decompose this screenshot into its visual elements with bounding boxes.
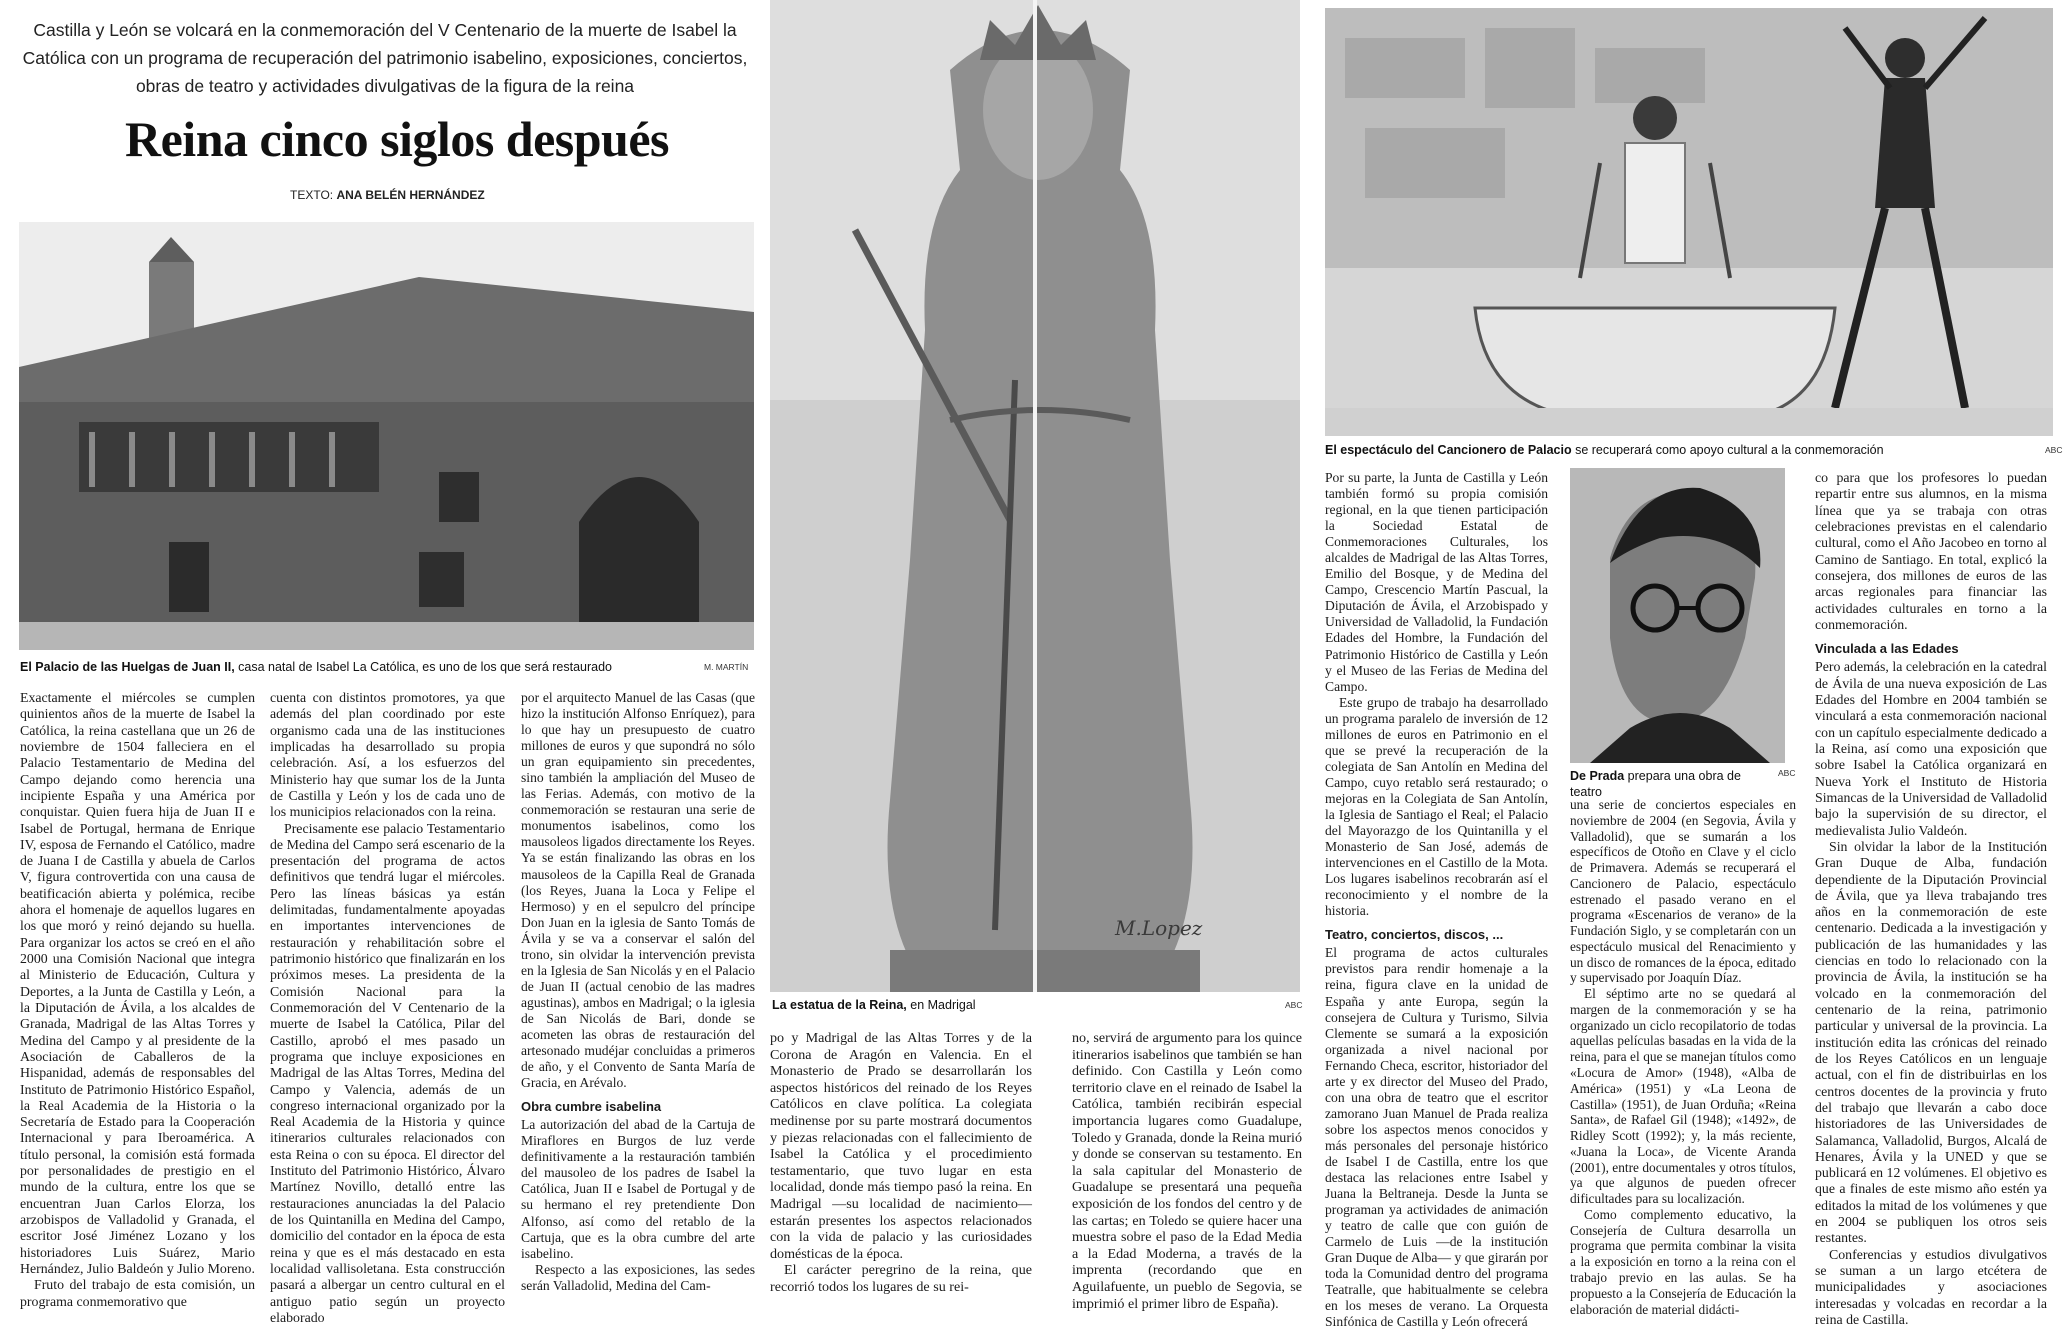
column-1-p2: Fruto del trabajo de esta comisión, un programa conmemorativo que <box>20 1277 255 1309</box>
column-7 <box>1570 797 1796 1317</box>
prada-photo <box>1570 468 1785 763</box>
column-6-p1: Por su parte, la Junta de Castilla y León también formó su propia comisión regional, en la que tienen participación la Sociedad Estatal de Conmemoraciones Culturales, los alcaldes de Madrigal de las Altas Torres, Emilio del Bosque, y de Medina del Campo, Crescencio Martín Pascual, la Diputación de Ávila, el Arzobispado y Universidad de Valladolid, la Fundación Edades del Hombre, la Fundación del Patrimonio Histórico de Castilla y León y el Museo de las Ferias de Medina del Campo. <box>1325 470 1548 694</box>
cancionero-credit: ABC <box>2045 445 2063 455</box>
column-4-p2: El carácter peregrino de la reina, que recorrió todos los lugares de su rei- <box>770 1262 1032 1295</box>
palace-caption-text: casa natal de Isabel La Católica, es uno de los que será restaurado <box>234 660 612 674</box>
column-8-subhead: Vinculada a las Edades <box>1815 641 1959 657</box>
column-6-subhead: Teatro, conciertos, discos, ... <box>1325 927 1504 943</box>
cancionero-photo <box>1325 8 2053 436</box>
lead-rule <box>18 26 20 86</box>
byline-label: TEXTO: <box>290 188 334 202</box>
column-3-subhead: Obra cumbre isabelina <box>521 1099 662 1115</box>
column-8-p1: co para que los profesores lo puedan repartir entre sus alumnos, en la misma línea que ya se trabaja con otras celebraciones previstas en el calendario cultural, como el Año Jacobeo en torno al Camino de Santiago. En total, explicó la consejera, dos millones de euros de las arcas regionales para financiar las actividades culturales en torno a la conmemoración. <box>1815 470 2047 632</box>
statue-caption <box>772 997 1232 1013</box>
article-lead: Castilla y León se volcará en la conmemoración del V Centenario de la muerte de Isabel la Católica con un programa de recuperación del patrimonio isabelino, exposiciones, conciertos, obras de teatro y actividades divulgativas de la figura de la reina <box>22 20 748 96</box>
statue-credit: ABC <box>1285 1000 1303 1010</box>
cancionero-caption-bold: El espectáculo del Cancionero de Palacio <box>1325 443 1572 457</box>
column-1-p1: Exactamente el miércoles se cumplen quinientos años de la muerte de Isabel la Católica, la reina castellana que un 26 de noviembre de 1504 falleciera en el Palacio Testamentario de Medina del Campo dejando como herencia una incipiente España y una América por conquistar. Quien fuera hija de Juan II e Isabel de Portugal, hermana de Enrique IV, esposa de Fernando el Católico, madre de Juana I de Castilla y abuela de Carlos V, figura controvertida con una causa de beatificación abierta y polémica, recibe ahora el homenaje de aquellos lugares en los que moró y reinó dejando su huella. Para organizar los actos se creó en el año 2000 una Comisión Nacional que integra al Ministerio de Educación, Cultura y Deportes, a la Junta de Castilla y León, a la Diputación de Ávila, a los alcaldes de Granada, Madrigal de las Altas Torres y Medina del Campo y al presidente de la Asociación de Caballeros de la Hispanidad, además de responsables del Instituto de Patrimonio Histórico Español, la Real Academia de la Historia o la Secretaría de Estado para la Cooperación Internacional y para Iberoamérica. A título personal, la comisión está formada por personalidades de prestigio en el mundo de la cultura, entre los que se encuentran Juan Carlos Elorza, los arzobispos de Valladolid y Granada, el escritor José Jiménez Lozano y los historiadores Luis Suárez, Mario Hernández, Julio Baldeón y Julio Moreno. <box>20 690 255 1276</box>
column-6-p3: El programa de actos culturales previstos para rendir homenaje a la reina, figura clave en la unidad de España y ante Europa, según la consejera de Cultura y Turismo, Silvia Clemente se sumará a la exposición organizada a nivel nacional por Fernando Checa, escritor, historiador del arte y ex director del Museo del Prado, con una obra de teatro que el escritor zamorano Juan Manuel de Prada realiza sobre los aspectos menos conocidos y más personales del personaje histórico de Isabel I de Castilla, entre los que destaca las relaciones entre Isabel y Juana la Beltraneja. Desde la Junta se programan ya actividades de animación y teatro de calle que con guión de Carmelo de Luis —de la institución Gran Duque de Alba— y que girarán por toda la Comunidad dentro del programa Teatralle, que habitualmente se celebra en los meses de verano. La Orquesta Sinfónica de Castilla y León ofrecerá <box>1325 945 1548 1330</box>
column-5 <box>1072 1030 1302 1312</box>
column-7-p1: una serie de conciertos especiales en noviembre de 2004 (en Segovia, Ávila y Valladolid), que se sumarán a los específicos de Otoño en Clave y el ciclo de Primavera. Además se recuperará el Cancionero de Palacio, espectáculo estrenado el pasado verano en el programa «Escenarios de verano» de la Fundación Siglo, y se completarán con un espectáculo musical del Renacimiento y un disco de romances de la época, editado y supervisado por Joaquín Díaz. <box>1570 797 1796 986</box>
palace-caption-bold: El Palacio de las Huelgas de Juan II, <box>20 660 235 674</box>
column-8-p4: Conferencias y estudios divulgativos se suman a un largo etcétera de municipalidades y asociaciones interesadas y volcadas en recordar a la reina de Castilla. <box>1815 1246 2047 1327</box>
column-5-p1: no, servirá de argumento para los quince itinerarios isabelinos que también se han definido. Con Castilla y León como territorio clave en el reinado de Isabel la Católica, también recibirán especial importancia lugares como Guadalupe, Toledo y Granada, donde la Reina murió y donde se conservan su testamento. En la sala capitular del Monasterio de Guadalupe se presentará una pequeña exposición de los fondos del centro y de las cartas; en Toledo se quiere hacer una muestra sobre el paso de la Edad Media a la Edad Moderna, a través de la imprenta (recordando que en Aguilafuente, un pueblo de Segovia, se imprimió el primer libro de España). <box>1072 1030 1302 1312</box>
statue-photo <box>770 0 1300 992</box>
column-3-p3: Respecto a las exposiciones, las sedes serán Valladolid, Medina del Cam- <box>521 1261 755 1293</box>
prada-caption-bold: De Prada <box>1570 769 1625 783</box>
cancionero-caption-text: se recuperará como apoyo cultural a la conmemoración <box>1571 443 1884 457</box>
column-3 <box>521 690 755 1294</box>
column-4-p1: po y Madrigal de las Altas Torres y de la Corona de Aragón en Valencia. En el Monasterio de Prado se desarrollarán los aspectos históricos del reinado de los Reyes Católicos en clave política. La colegiata medinense por su parte mostrará documentos y piezas relacionadas con el fallecimiento de Isabel la Católica y el procedimiento testamentario, que tuvo lugar en esta localidad, donde más tiempo pasó la reina. En Madrigal —su localidad de nacimiento— estarán presentes los aspectos relacionados con la vida de palacio y las curiosidades domésticas de la época. <box>770 1030 1032 1262</box>
palace-photo <box>19 222 754 650</box>
column-3-p1: por el arquitecto Manuel de las Casas (que hizo la institución Alfonso Enríquez), para lo que hay un presupuesto de cuatro millones de euros y que supondrá no sólo un gran equipamiento sin precedentes, sino también la ampliación del Museo de las Ferias. Además, con motivo de la conmemoración se restauran una serie de monumentos isabelinos, como los mausoleos ligados directamente los Reyes. Ya se están finalizando las obras en los mausoleos de la Capilla Real de Granada (los Reyes, Juana la Loca y Felipe el Hermoso) y en el sepulcro del príncipe Don Juan en la iglesia de Santo Tomás de Ávila y se va a conservar el salón del trono, sin olvidar la intervención prevista en la Iglesia de San Nicolás y en el Palacio de Juan II (actual cenobio de las madres agustinas), ambos en Madrigal; o la iglesia de San Nicolás de Bari, donde se acometen las obras de restauración del artesonado mudéjar concluidas a primeros de año, y el Convento de Santa María de Gracia, en Arévalo. <box>521 690 755 1091</box>
byline <box>290 188 485 202</box>
headline: Reina cinco siglos después <box>125 111 670 167</box>
prada-caption <box>1570 768 1770 800</box>
column-2-p1: cuenta con distintos promotores, ya que además del plan coordinado por este organismo cada una de las instituciones implicadas ha desarrollado su propia celebración. Así, a los esfuerzos del Ministerio hay que sumar los de la Junta de Castilla y León y los de cada uno de los municipios relacionados con la reina. <box>270 690 505 820</box>
byline-author: ANA BELÉN HERNÁNDEZ <box>336 188 485 202</box>
column-1 <box>20 690 255 1310</box>
column-8-p2: Pero además, la celebración en la catedral de Ávila de una nueva exposición de Las Edades del Hombre en 2004 también se vinculará a esta conmemoración nacional con un capítulo especialmente dedicado a la Reina, así como una exposición que sobre Isabel la Católica organizará en Nueva York el Instituto de Historia Simancas de la Universidad de Valladolid bajo la supervisión de su director, el medievalista Julio Valdeón. <box>1815 659 2047 838</box>
column-8-p3: Sin olvidar la labor de la Institución Gran Duque de Alba, fundación dependiente de la Diputación Provincial de Ávila, que ya lleva trabajando tres años en la conmemoración de este centenario. Dedicada a la investigación y publicación de las humanidades y las ciencias en todo lo relacionado con la provincia de Ávila, la institución se ha volcado en la conmemoración del centenario de la reina, patrimonio particular y universal de la provincia. La institución edita las crónicas del reinado de los Reyes Católicos en un lenguaje actual, con el fin de distribuirlas en los centros docentes de la provincia y fruto del trabajo que llevarán a cabo doce historiadores de las Universidades de Salamanca, Valladolid, Burgos, Alcalá de Henares, Ávila y la UNED y que se publicará en 12 volúmenes. El objetivo es que a finales de este mismo año estén ya editados la mitad de los volúmenes y que en 2004 se publiquen los otros seis restantes. <box>1815 838 2047 1246</box>
column-2-p2: Precisamente ese palacio Testamentario de Medina del Campo será escenario de la presentación del programa de actos definitivos que tendrá lugar el miércoles. Pero las líneas básicas ya están delimitadas, fundamentalmente apoyadas en importantes intervenciones de restauración y rehabilitación sobre el patrimonio histórico que finalizarán en los próximos meses. La presidenta de la Comisión Nacional para la Conmemoración del V Centenario de la muerte de Isabel la Católica, Pilar del Castillo, aprobó el mes pasado un programa que incluye exposiciones en Madrigal de las Altas Torres, Medina del Campo y Valencia, además de un congreso internacional organizado por la Real Academia de la Historia y quince itinerarios culturales relacionados con esta Reina o con su época. El director del Instituto del Patrimonio Histórico, Álvaro Martínez Novillo, detalló entre las restauraciones anunciadas la del Palacio de los Quintanilla en Medina del Campo, domicilio del contador en la época de esta reina y que es el más destacado en esta localidad vallisoletana. Esta construcción pasará a albergar un centro cultural en el antiguo patio según un proyecto elaborado <box>270 820 505 1325</box>
prada-caption-text: prepara una obra de teatro <box>1570 769 1741 799</box>
statue-signature: M.Lopez <box>1115 916 1203 940</box>
column-6-p2: Este grupo de trabajo ha desarrollado un programa paralelo de inversión de 12 millones de euros en Patrimonio en el que se prevé la recuperación de la colegiata de San Antolín en Medina del Campo, cuyo retablo será restaurado; o mejoras en la Colegiata de San Antolín, la Iglesia de Santiago el Real; el Palacio del Mayorazgo de los Quintanilla y el Monasterio de San José, además de intervenciones en el Castillo de la Mota. Los lugares isabelinos recobrarán así el reconocimiento y el nombre de la historia. <box>1325 694 1548 919</box>
palace-caption <box>20 659 700 675</box>
cancionero-caption <box>1325 442 2015 458</box>
prada-credit: ABC <box>1778 768 1796 778</box>
column-4 <box>770 1030 1032 1296</box>
column-3-p2: La autorización del abad de la Cartuja de Miraflores en Burgos de luz verde definitivamente a la restauración también del mausoleo de los padres de Isabel la Católica, Juan II e Isabel de Portugal y de su hermano el rey pretendiente Don Alfonso, así como del retablo de la Cartuja, que es la obra cumbre del arte isabelino. <box>521 1117 755 1261</box>
column-7-p2: El séptimo arte no se quedará al margen de la conmemoración y se ha organizado un ciclo recopilatorio de todas aquellas películas basadas en la vida de la reina, para el que se manejan títulos como «Locura de Amor» (1948), «Alba de América» (1951) y «La Leona de Castilla» (1951), de Juan Orduña; «Reina Santa», de Rafael Gil (1948); «1492», de Ridley Scott (1992); y, la más reciente, «Juana la Loca», de Vicente Aranda (2001), entre documentales y otros títulos, ya que algunos de pueden ofrecer dificultades para su localización. <box>1570 986 1796 1207</box>
statue-caption-bold: La estatua de la Reina, <box>772 998 907 1012</box>
column-8 <box>1815 470 2047 1328</box>
column-2 <box>270 690 505 1326</box>
column-6 <box>1325 470 1548 1330</box>
statue-caption-text: en Madrigal <box>906 998 976 1012</box>
column-7-p3: Como complemento educativo, la Consejería de Cultura desarrolla un programa que permita combinar la visita a la exposición en torno a la reina con el trabajo previo en las aulas. Se ha propuesto a la Consejería de Educación la elaboración de material didácti- <box>1570 1206 1796 1317</box>
palace-credit: M. MARTÍN <box>704 662 749 672</box>
